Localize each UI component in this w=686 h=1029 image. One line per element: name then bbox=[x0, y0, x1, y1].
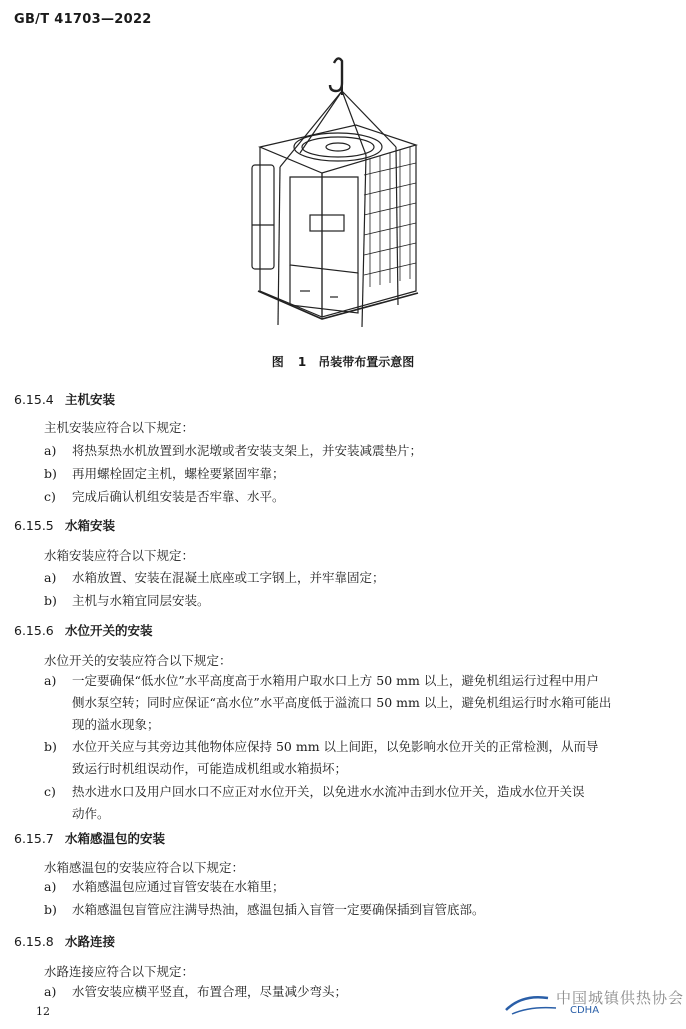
list-text: 水管安装应横平竖直，布置合理，尽量减少弯头； bbox=[72, 984, 348, 999]
list-marker: b) bbox=[44, 593, 57, 608]
list-text: 将热泵热水机放置到水泥墩或者安装支架上，并安装减震垫片； bbox=[72, 443, 423, 458]
list-text: 动作。 bbox=[72, 806, 110, 821]
list-text: 一定要确保“低水位”水平高度高于水箱用户取水口上方 50 mm 以上，避免机组运行过程中用户 bbox=[72, 673, 599, 688]
list-item bbox=[44, 463, 664, 485]
list-item bbox=[44, 440, 664, 462]
list-marker: c) bbox=[44, 784, 56, 799]
list-text: 水箱感温包盲管应注满导热油，感温包插入盲管一定要确保插到盲管底部。 bbox=[72, 902, 485, 917]
section-intro: 水箱感温包的安装应符合以下规定： bbox=[44, 860, 245, 875]
section-intro: 水位开关的安装应符合以下规定： bbox=[44, 653, 232, 668]
section-intro: 主机安装应符合以下规定： bbox=[44, 420, 195, 435]
list-text: 热水进水口及用户回水口不应正对水位开关，以免进水水流冲击到水位开关，造成水位开关误 bbox=[72, 784, 585, 799]
section-number: 6.15.7 bbox=[14, 831, 54, 846]
section-title: 水路连接 bbox=[65, 934, 116, 949]
lifting-strap-figure bbox=[238, 55, 438, 340]
section-intro: 水箱安装应符合以下规定： bbox=[44, 548, 195, 563]
watermark-logo-text: CDHA bbox=[570, 1005, 600, 1016]
section-heading bbox=[14, 390, 115, 408]
section-number: 6.15.6 bbox=[14, 623, 54, 638]
list-text: 水位开关应与其旁边其他物体应保持 50 mm 以上间距，以免影响水位开关的正常检测，从而导 bbox=[72, 739, 599, 754]
section-heading bbox=[14, 621, 153, 639]
section-title: 水箱感温包的安装 bbox=[65, 831, 166, 846]
list-item bbox=[44, 736, 664, 780]
list-marker: c) bbox=[44, 489, 56, 504]
section-number: 6.15.8 bbox=[14, 934, 54, 949]
section-title: 水箱安装 bbox=[65, 518, 116, 533]
list-marker: a) bbox=[44, 443, 57, 458]
section-heading bbox=[14, 829, 165, 847]
list-marker: b) bbox=[44, 902, 57, 917]
page-number: 12 bbox=[36, 1005, 50, 1018]
list-marker: a) bbox=[44, 570, 57, 585]
section-title: 主机安装 bbox=[65, 392, 116, 407]
list-text: 水箱感温包应通过盲管安装在水箱里； bbox=[72, 879, 285, 894]
section-heading bbox=[14, 932, 115, 950]
list-item bbox=[44, 899, 664, 921]
list-marker: b) bbox=[44, 739, 57, 754]
watermark bbox=[502, 986, 685, 1022]
list-item bbox=[44, 876, 664, 898]
section-number: 6.15.4 bbox=[14, 392, 54, 407]
list-text: 主机与水箱宜同层安装。 bbox=[72, 593, 210, 608]
standard-header: GB/T 41703—2022 bbox=[14, 12, 152, 27]
list-item bbox=[44, 781, 664, 825]
section-heading bbox=[14, 516, 115, 534]
list-marker: a) bbox=[44, 673, 57, 688]
list-marker: a) bbox=[44, 984, 57, 999]
list-item bbox=[44, 670, 664, 736]
list-marker: a) bbox=[44, 879, 57, 894]
list-item bbox=[44, 590, 664, 612]
watermark-text: 中国城镇供热协会 bbox=[556, 989, 685, 1007]
list-item bbox=[44, 486, 664, 508]
figure-caption: 图 1 吊装带布置示意图 bbox=[271, 355, 415, 369]
list-text: 现的溢水现象； bbox=[72, 717, 160, 732]
list-text: 致运行时机组误动作，可能造成机组或水箱损坏； bbox=[72, 761, 348, 776]
list-text: 完成后确认机组安装是否牢靠、水平。 bbox=[72, 489, 285, 504]
section-intro: 水路连接应符合以下规定： bbox=[44, 964, 195, 979]
list-text: 水箱放置、安装在混凝土底座或工字钢上，并牢靠固定； bbox=[72, 570, 385, 585]
section-title: 水位开关的安装 bbox=[65, 623, 153, 638]
section-number: 6.15.5 bbox=[14, 518, 54, 533]
heat-pump-lifting-illustration bbox=[238, 55, 438, 340]
list-marker: b) bbox=[44, 466, 57, 481]
list-text: 再用螺栓固定主机，螺栓要紧固牢靠； bbox=[72, 466, 285, 481]
list-text: 侧水泵空转；同时应保证“高水位”水平高度低于溢流口 50 mm 以上，避免机组运行时水箱可能出 bbox=[72, 695, 612, 710]
list-item bbox=[44, 567, 664, 589]
